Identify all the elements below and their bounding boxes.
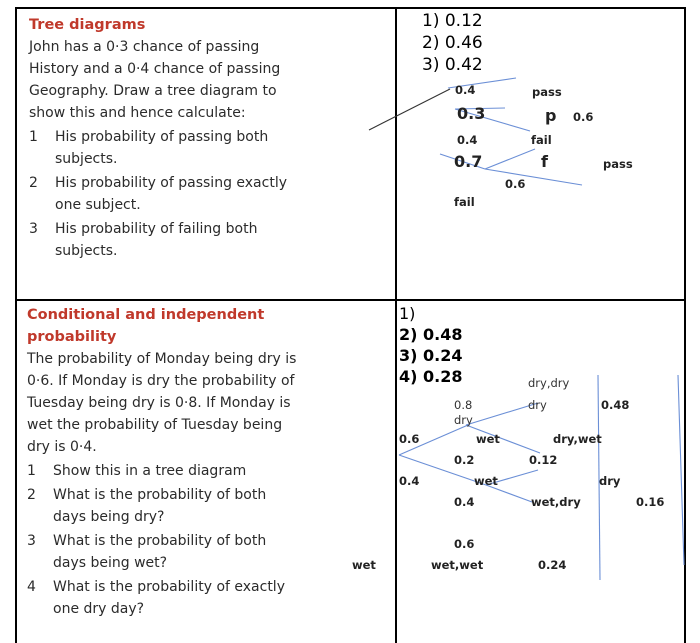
tree-label: dry: [599, 474, 621, 488]
list-item: 2 His probability of passing exactly one subject.: [29, 175, 287, 213]
tree-label: 0.48: [601, 398, 630, 412]
tree-label: wet,dry: [531, 495, 581, 509]
answer-line: 2) 0.46: [422, 33, 483, 53]
tree-label: pass: [603, 157, 633, 171]
list-item: 4 What is the probability of exactly one dry day?: [27, 579, 285, 617]
tree-label: dry,wet: [553, 432, 602, 446]
tree-label: pass: [532, 85, 562, 99]
tree-label: 0.12: [529, 453, 558, 467]
tree-label: 0.4: [457, 133, 478, 147]
tree-label: 0.6: [505, 177, 526, 191]
tree-label: fail: [454, 195, 475, 209]
list-item: 2 What is the probability of both days being dry?: [27, 487, 267, 525]
tree-label: 0.24: [538, 558, 567, 572]
tree-label: fail: [531, 133, 552, 147]
tree-label: 0.6: [573, 110, 594, 124]
tree-label: p: [545, 106, 557, 125]
question-2-title: Conditional and independent probability: [27, 307, 265, 345]
list-item: 1 Show this in a tree diagram: [27, 463, 247, 479]
tree-label: 0.4: [455, 83, 476, 97]
question-2-intro: The probability of Monday being dry is 0·6. If Monday is dry the probability of Tuesday being dry is 0·8. If Monday is wet the probability of Tuesday being dry is 0·4.: [27, 351, 297, 455]
tree-label: f: [541, 152, 548, 171]
tree-label: 0.7: [454, 152, 483, 171]
list-item: 3 His probability of failing both subjects.: [29, 221, 258, 259]
tree-label: wet: [474, 474, 498, 488]
answer-line: 4) 0.28: [399, 367, 463, 386]
question-1-title: Tree diagrams: [29, 17, 146, 33]
answer-line: 1) 0.12: [422, 11, 483, 31]
tree-label: wet,wet: [431, 558, 484, 572]
tree-label: 0.4: [454, 495, 475, 509]
tree-label: dry: [454, 413, 473, 427]
tree-label: wet: [476, 432, 500, 446]
tree-label: 0.16: [636, 495, 665, 509]
tree-branch-line: [369, 89, 450, 130]
tree-branch-line: [678, 375, 684, 565]
list-item: 3 What is the probability of both days being wet?: [27, 533, 267, 571]
answer-line: 1): [399, 304, 416, 323]
tree-label: dry,dry: [528, 376, 570, 390]
answer-line: 3) 0.24: [399, 346, 463, 365]
tree-label: dry: [528, 398, 547, 412]
tree-label: 0.8: [454, 398, 473, 412]
tree-label: 0.6: [454, 537, 475, 551]
question-1-intro: John has a 0·3 chance of passing History and a 0·4 chance of passing Geography. Draw a tree diagram to show this and hence calculate:: [29, 39, 281, 121]
tree-label: 0.6: [399, 432, 420, 446]
answer-line: 2) 0.48: [399, 325, 463, 344]
tree-label: 0.4: [399, 474, 420, 488]
tree-branch-line: [485, 169, 582, 185]
tree-label: wet: [352, 558, 376, 572]
answer-line: 3) 0.42: [422, 55, 483, 75]
tree-label: 0.3: [457, 104, 486, 123]
tree-label: 0.2: [454, 453, 475, 467]
list-item: 1 His probability of passing both subjects.: [29, 129, 269, 167]
tree-branch-line: [485, 149, 535, 169]
